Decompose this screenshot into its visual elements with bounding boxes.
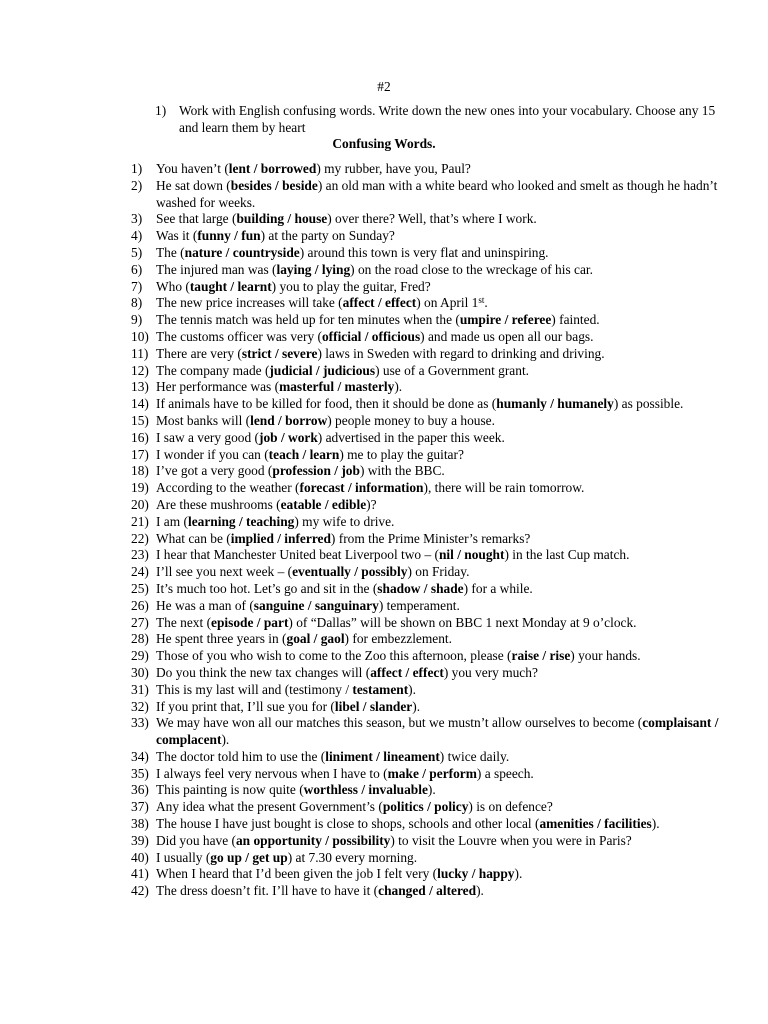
exercise-item xyxy=(131,245,721,262)
sentence-text: ) your hands. xyxy=(570,648,641,664)
sentence-text: ) my wife to drive. xyxy=(294,513,395,529)
exercise-item xyxy=(131,833,721,850)
exercise-item xyxy=(131,531,721,548)
word-choice: affect / effect xyxy=(342,295,417,311)
word-choice: amenities / facilities xyxy=(539,816,652,832)
word-choice: nil / nought xyxy=(438,547,505,563)
sentence-text: ) to visit the Louvre when you were in Paris? xyxy=(390,832,632,848)
item-number: 2) xyxy=(131,177,143,193)
word-choice: eventually / possibly xyxy=(292,564,408,580)
item-number: 23) xyxy=(131,547,149,563)
sentence-text: What can be ( xyxy=(156,530,231,546)
item-number: 7) xyxy=(131,278,143,294)
exercise-item xyxy=(131,211,721,228)
exercise-item xyxy=(131,447,721,464)
word-choice: affect / effect xyxy=(370,664,444,680)
sentence-text: According to the weather ( xyxy=(156,480,300,496)
exercise-item xyxy=(131,413,721,430)
word-choice: strict / severe xyxy=(241,345,318,361)
exercise-item xyxy=(131,866,721,883)
exercise-item xyxy=(131,598,721,615)
sentence-text: ) at the party on Sunday? xyxy=(260,228,395,244)
word-choice: liniment / lineament xyxy=(325,748,440,764)
sentence-text: If you print that, I’ll sue you for ( xyxy=(156,698,335,714)
item-number: 32) xyxy=(131,698,149,714)
word-choice: umpire / referee xyxy=(459,312,552,328)
sentence-text: I hear that Manchester United beat Liverpool two – ( xyxy=(156,547,439,563)
item-number: 19) xyxy=(131,480,149,496)
item-number: 36) xyxy=(131,782,149,798)
exercise-item xyxy=(131,363,721,380)
sentence-text: The dress doesn’t fit. I’ll have to have it ( xyxy=(156,883,379,899)
sentence-text: He sat down ( xyxy=(156,177,231,193)
exercise-item xyxy=(131,379,721,396)
sentence-text: Are these mushrooms ( xyxy=(156,496,281,512)
exercise-item xyxy=(131,430,721,447)
exercise-item xyxy=(131,850,721,867)
word-choice: besides / beside xyxy=(230,177,318,193)
sentence-text: ) on Friday. xyxy=(407,564,470,580)
exercise-item xyxy=(131,396,721,413)
sentence-text: I saw a very good ( xyxy=(156,429,259,445)
sentence-text: ) of “Dallas” will be shown on BBC 1 next Monday at 9 o’clock. xyxy=(288,614,637,630)
item-number: 33) xyxy=(131,715,149,731)
task-instruction xyxy=(155,103,725,137)
word-choice: nature / countryside xyxy=(184,244,300,260)
sentence-text: )? xyxy=(366,496,377,512)
item-number: 34) xyxy=(131,748,149,764)
word-choice: an opportunity / possibility xyxy=(235,832,391,848)
word-choice: lend / borrow xyxy=(250,412,328,428)
sentence-text: The injured man was ( xyxy=(156,261,277,277)
item-number: 6) xyxy=(131,261,143,277)
item-number: 39) xyxy=(131,832,149,848)
exercise-item xyxy=(131,547,721,564)
item-number: 22) xyxy=(131,530,149,546)
item-number: 28) xyxy=(131,631,149,647)
sentence-text: ) my rubber, have you, Paul? xyxy=(316,161,471,176)
sentence-text: ). xyxy=(394,379,403,395)
item-number: 40) xyxy=(131,849,149,865)
exercise-item xyxy=(131,749,721,766)
exercise-item xyxy=(131,715,721,749)
sentence-text: When I heard that I’d been given the job I felt very ( xyxy=(156,866,438,882)
task-number: 1) xyxy=(155,103,167,118)
sentence-text: I usually ( xyxy=(156,849,211,865)
sentence-text: ) a speech. xyxy=(476,765,534,781)
item-number: 17) xyxy=(131,446,149,462)
sentence-text: The new price increases will take ( xyxy=(156,295,343,311)
exercise-item xyxy=(131,665,721,682)
ordinal-suffix: st xyxy=(478,295,485,306)
exercise-item xyxy=(131,514,721,531)
item-number: 9) xyxy=(131,312,143,328)
word-choice: official / officious xyxy=(321,328,421,344)
sentence-text: ) use of a Government grant. xyxy=(375,362,530,378)
sentence-text: There are very ( xyxy=(156,345,242,361)
sentence-text: The next ( xyxy=(156,614,212,630)
item-number: 18) xyxy=(131,463,149,479)
word-choice: teach / learn xyxy=(268,446,340,462)
item-number: 5) xyxy=(131,244,143,260)
sentence-text: ) you to play the guitar, Fred? xyxy=(271,278,431,294)
sentence-text: ) on April 1 xyxy=(416,295,479,311)
sentence-text: You haven’t ( xyxy=(156,161,229,176)
exercise-item xyxy=(131,346,721,363)
item-number: 30) xyxy=(131,664,149,680)
sentence-text: ) over there? Well, that’s where I work. xyxy=(327,211,537,227)
sentence-text: ) on the road close to the wreckage of his car. xyxy=(350,261,593,277)
word-choice: raise / rise xyxy=(511,648,571,664)
sentence-text: ). xyxy=(221,732,230,748)
exercise-item xyxy=(131,312,721,329)
word-choice: sanguine / sanguinary xyxy=(253,597,379,613)
sentence-text: ) and made us open all our bags. xyxy=(420,328,594,344)
item-number: 26) xyxy=(131,597,149,613)
item-number: 24) xyxy=(131,564,149,580)
sentence-text: ). xyxy=(412,698,421,714)
item-number: 20) xyxy=(131,496,149,512)
exercise-list xyxy=(131,161,721,900)
exercise-item xyxy=(131,766,721,783)
sentence-text: The company made ( xyxy=(156,362,270,378)
exercise-item xyxy=(131,262,721,279)
word-choice: judicial / judicious xyxy=(269,362,376,378)
item-number: 37) xyxy=(131,799,149,815)
item-number: 42) xyxy=(131,883,149,899)
word-choice: implied / inferred xyxy=(230,530,331,546)
item-number: 8) xyxy=(131,295,143,311)
sentence-text: ) for a while. xyxy=(463,580,533,596)
word-choice: profession / job xyxy=(272,463,360,479)
sentence-text: He spent three years in ( xyxy=(156,631,287,647)
section-heading: Confusing Words. xyxy=(332,136,436,151)
exercise-item xyxy=(131,480,721,497)
exercise-item xyxy=(131,883,721,900)
item-number: 14) xyxy=(131,396,149,412)
sentence-text: Did you have ( xyxy=(156,832,236,848)
item-number: 27) xyxy=(131,614,149,630)
exercise-item xyxy=(131,615,721,632)
sentence-text: Who ( xyxy=(156,278,190,294)
word-choice: lucky / happy xyxy=(437,866,515,882)
sentence-text: The tennis match was held up for ten minutes when the ( xyxy=(156,312,460,328)
item-number: 10) xyxy=(131,328,149,344)
sentence-text: He was a man of ( xyxy=(156,597,254,613)
item-number: 31) xyxy=(131,681,149,697)
sentence-text: The ( xyxy=(156,244,185,260)
word-choice: go up / get up xyxy=(210,849,288,865)
sentence-text: ) advertised in the paper this week. xyxy=(317,429,505,445)
sentence-text: ). xyxy=(408,681,416,697)
sentence-text: I am ( xyxy=(156,513,188,529)
exercise-item xyxy=(131,782,721,799)
word-choice: worthless / invaluable xyxy=(303,782,428,798)
sentence-text: This painting is now quite ( xyxy=(156,782,304,798)
page-number: #2 xyxy=(377,79,391,94)
exercise-item xyxy=(131,581,721,598)
sentence-text: ) people money to buy a house. xyxy=(327,412,495,428)
sentence-text: ) around this town is very flat and uninspiring. xyxy=(299,244,549,260)
exercise-item xyxy=(131,816,721,833)
word-choice: laying / lying xyxy=(276,261,351,277)
sentence-text: I wonder if you can ( xyxy=(156,446,269,462)
word-choice: changed / altered xyxy=(378,883,477,899)
sentence-text: ) me to play the guitar? xyxy=(339,446,464,462)
sentence-text: ), there will be rain tomorrow. xyxy=(423,480,585,496)
word-choice: make / perform xyxy=(387,765,477,781)
exercise-item xyxy=(131,648,721,665)
task-text: Work with English confusing words. Write down the new ones into your vocabulary. Choose any 15 and learn them by heart xyxy=(179,103,716,135)
item-number: 13) xyxy=(131,379,149,395)
exercise-item xyxy=(131,682,721,699)
exercise-item xyxy=(131,178,721,212)
sentence-text: Those of you who wish to come to the Zoo this afternoon, please ( xyxy=(156,648,512,664)
sentence-text: See that large ( xyxy=(156,211,237,227)
sentence-text: ) temperament. xyxy=(378,597,460,613)
item-number: 1) xyxy=(131,161,143,176)
item-number: 11) xyxy=(131,345,149,361)
sentence-text: Any idea what the present Government’s ( xyxy=(156,799,383,815)
sentence-text: ) at 7.30 every morning. xyxy=(287,849,418,865)
exercise-item xyxy=(131,295,721,312)
item-number: 29) xyxy=(131,648,149,664)
sentence-text: ). xyxy=(476,883,484,899)
exercise-item xyxy=(131,799,721,816)
item-number: 21) xyxy=(131,513,149,529)
item-number: 15) xyxy=(131,412,149,428)
word-choice: job / work xyxy=(259,429,318,445)
exercise-item xyxy=(131,631,721,648)
word-choice: funny / fun xyxy=(197,228,261,244)
sentence-text: Was it ( xyxy=(156,228,198,244)
item-number: 3) xyxy=(131,211,143,227)
word-choice: building / house xyxy=(236,211,328,227)
sentence-text: ) fainted. xyxy=(551,312,600,328)
word-choice: episode / part xyxy=(211,614,289,630)
sentence-text: ) from the Prime Minister’s remarks? xyxy=(330,530,531,546)
sentence-text: ) for embezzlement. xyxy=(344,631,452,647)
sentence-text: I always feel very nervous when I have to ( xyxy=(156,765,388,781)
exercise-item xyxy=(131,329,721,346)
item-number: 4) xyxy=(131,228,143,244)
word-choice: taught / learnt xyxy=(189,278,272,294)
sentence-text: This is my last will and (testimony / xyxy=(156,681,353,697)
word-choice: lent / borrowed xyxy=(228,161,317,176)
sentence-text: Her performance was ( xyxy=(156,379,280,395)
sentence-text: If animals have to be killed for food, then it should be done as ( xyxy=(156,396,497,412)
word-choice: testament xyxy=(352,681,409,697)
item-number: 12) xyxy=(131,362,149,378)
word-choice: masterful / masterly xyxy=(279,379,395,395)
sentence-text: ) an old man with a white beard who looked and smelt as though he hadn’t washed for weeks. xyxy=(156,177,718,210)
exercise-item xyxy=(131,699,721,716)
sentence-text: ). xyxy=(427,782,436,798)
sentence-text: The customs officer was very ( xyxy=(156,328,322,344)
sentence-text: I’ll see you next week – ( xyxy=(156,564,293,580)
sentence-text: The house I have just bought is close to shops, schools and other local ( xyxy=(156,816,540,832)
word-choice: learning / teaching xyxy=(187,513,295,529)
item-number: 25) xyxy=(131,580,149,596)
word-choice: shadow / shade xyxy=(377,580,464,596)
exercise-item xyxy=(131,228,721,245)
sentence-text: ). xyxy=(514,866,523,882)
sentence-text: ) you very much? xyxy=(443,664,538,680)
sentence-text: ) is on defence? xyxy=(468,799,553,815)
word-choice: forecast / information xyxy=(299,480,424,496)
sentence-text: We may have won all our matches this season, but we mustn’t allow ourselves to become ( xyxy=(156,715,643,731)
sentence-text: ). xyxy=(651,816,660,832)
sentence-text: ) with the BBC. xyxy=(359,463,445,479)
item-number: 38) xyxy=(131,816,149,832)
sentence-text: ) as possible. xyxy=(613,396,684,412)
exercise-item xyxy=(131,497,721,514)
exercise-item xyxy=(131,564,721,581)
word-choice: complaisant / complacent xyxy=(156,715,719,748)
item-number: 35) xyxy=(131,765,149,781)
exercise-item xyxy=(131,463,721,480)
word-choice: goal / gaol xyxy=(286,631,345,647)
sentence-text: ) twice daily. xyxy=(439,748,510,764)
word-choice: eatable / edible xyxy=(280,496,367,512)
word-choice: politics / policy xyxy=(382,799,469,815)
sentence-text: Do you think the new tax changes will ( xyxy=(156,664,371,680)
sentence-text: . xyxy=(484,295,488,311)
sentence-text: ) laws in Sweden with regard to drinking and driving. xyxy=(317,345,605,361)
item-number: 16) xyxy=(131,429,149,445)
sentence-text: ) in the last Cup match. xyxy=(504,547,630,563)
sentence-text: It’s much too hot. Let’s go and sit in the ( xyxy=(156,580,378,596)
sentence-text: The doctor told him to use the ( xyxy=(156,748,326,764)
sentence-text: Most banks will ( xyxy=(156,412,251,428)
exercise-item xyxy=(131,279,721,296)
word-choice: humanly / humanely xyxy=(496,396,614,412)
sentence-text: I’ve got a very good ( xyxy=(156,463,273,479)
exercise-item xyxy=(131,161,721,178)
word-choice: libel / slander xyxy=(334,698,413,714)
item-number: 41) xyxy=(131,866,149,882)
